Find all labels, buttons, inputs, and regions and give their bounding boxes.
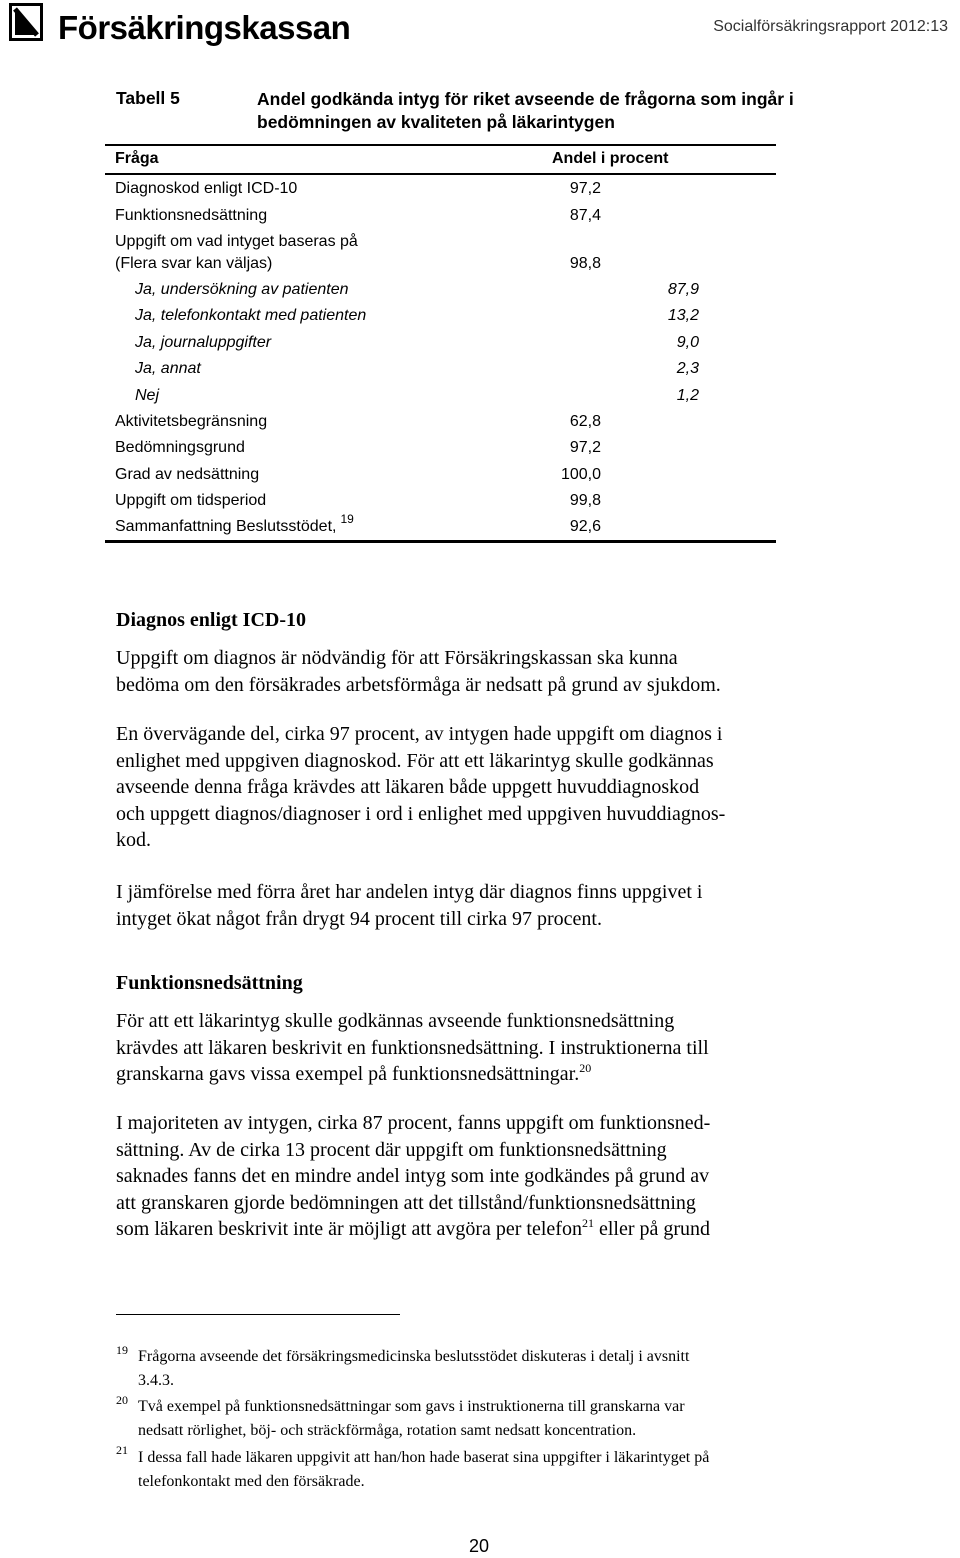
- footnote-line: Frågorna avseende det försäkringsmedicinska beslutsstödet diskuteras i detalj i avsnitt: [138, 1348, 690, 1365]
- paragraph: [116, 1110, 846, 1243]
- table-row-value: 97,2: [569, 439, 601, 456]
- table-row-value: 62,8: [569, 413, 601, 430]
- table-row-label-continued: (Flera svar kan väljas): [115, 255, 273, 272]
- paragraph-line: att granskaren gjorde bedömningen att det tillstånd/funktionsnedsättning: [116, 1191, 696, 1214]
- paragraph-line: enlighet med uppgiven diagnoskod. För att ett läkarintyg skulle godkännas: [116, 749, 714, 772]
- paragraph-line: och uppgett diagnos/diagnoser i ord i enlighet med uppgiven huvuddiagnos-: [116, 802, 726, 825]
- table-row-value: 97,2: [569, 180, 601, 197]
- table-row-value: 100,0: [560, 466, 601, 483]
- table-subrow-label: Ja, annat: [135, 360, 201, 377]
- paragraph-text: som läkaren beskrivit inte är möjligt att avgöra per telefon: [116, 1218, 582, 1241]
- footnote-ref: 20: [579, 1061, 592, 1076]
- table-bottom-rule: [105, 540, 776, 543]
- table-top-rule: [105, 144, 776, 146]
- footnote-number: 20: [116, 1393, 128, 1407]
- table-row-value: 99,8: [569, 492, 601, 509]
- footnote-number: 21: [116, 1443, 128, 1457]
- table-subrow-value: 13,2: [667, 307, 699, 324]
- footnote-line: telefonkontakt med den försäkrade.: [138, 1473, 365, 1490]
- paragraph-line: [116, 1216, 846, 1243]
- paragraph: [116, 721, 846, 854]
- table-row-label: Grad av nedsättning: [115, 466, 260, 483]
- paragraph-line: intyget ökat något från drygt 94 procent till cirka 97 procent.: [116, 907, 602, 930]
- footnote-line: 3.4.3.: [138, 1372, 174, 1389]
- paragraph-line: Uppgift om diagnos är nödvändig för att Försäkringskassan ska kunna: [116, 647, 678, 669]
- page-number: 20: [469, 1536, 490, 1556]
- table-subrow-value: 1,2: [676, 387, 699, 404]
- table-label: Tabell 5: [116, 88, 180, 108]
- table-subrow-value: 87,9: [667, 281, 699, 298]
- footnote-line: Två exempel på funktionsnedsättningar som gavs i instruktionerna till granskarna var: [138, 1398, 685, 1415]
- column-header-share: Andel i procent: [552, 150, 669, 167]
- report-reference: Socialförsäkringsrapport 2012:13: [713, 18, 948, 35]
- table-header-rule: [105, 173, 776, 175]
- table-subrow-label: Nej: [135, 387, 160, 404]
- paragraph-line: sättning. Av de cirka 13 procent där uppgift om funktionsnedsättning: [116, 1138, 667, 1161]
- table-row-label: Aktivitetsbegränsning: [115, 413, 268, 430]
- paragraph: [116, 1008, 846, 1088]
- footnote: [138, 1345, 858, 1393]
- table-row-value: 98,8: [569, 255, 601, 272]
- paragraph: [116, 879, 846, 932]
- table-title: Andel godkända intyg för riket avseende de frågorna som ingår i bedömningen av kvaliteten på läkarintygen: [257, 89, 794, 132]
- column-header-question: Fråga: [115, 150, 159, 167]
- paragraph: [116, 645, 846, 698]
- paragraph-text: granskarna gavs vissa exempel på funktionsnedsättningar.: [116, 1063, 580, 1086]
- footnote-ref: 19: [340, 512, 354, 526]
- table-row-label: Uppgift om vad intyget baseras på: [115, 233, 358, 250]
- table-row-label-text: Sammanfattning Beslutsstödet,: [115, 518, 337, 535]
- paragraph-line: bedöma om den försäkrades arbetsförmåga är nedsatt på grund av sjukdom.: [116, 673, 721, 696]
- table-row-label: Diagnoskod enligt ICD-10: [115, 180, 298, 197]
- paragraph-line: kod.: [116, 829, 151, 852]
- table-subrow-value: 2,3: [676, 360, 699, 377]
- footnote: [138, 1395, 858, 1443]
- footnote-line: I dessa fall hade läkaren uppgivit att han/hon hade baserat sina uppgifter i läkarintyget på: [138, 1449, 710, 1466]
- footnote-line: nedsatt rörlighet, böj- och sträckförmåga, rotation samt nedsatt koncentration.: [138, 1422, 637, 1439]
- footnote-rule: [116, 1314, 400, 1315]
- table-subrow-label: Ja, journaluppgifter: [135, 334, 272, 351]
- paragraph-line: I majoriteten av intygen, cirka 87 procent, fanns uppgift om funktionsned-: [116, 1112, 711, 1134]
- paragraph-line: saknades fanns det en mindre andel intyg som inte godkändes på grund av: [116, 1165, 710, 1188]
- paragraph-line: krävdes att läkaren beskrivit en funktionsnedsättning. I instruktionerna till: [116, 1036, 709, 1059]
- table-subrow-label: Ja, telefonkontakt med patienten: [135, 307, 367, 324]
- footnote-number: 19: [116, 1343, 128, 1357]
- table-row-label: Uppgift om tidsperiod: [115, 492, 267, 509]
- brand-name: Försäkringskassan: [58, 9, 351, 46]
- table-row-label: Funktionsnedsättning: [115, 207, 268, 224]
- forsakringskassan-logo-icon: [9, 3, 43, 41]
- table-row-value: 92,6: [569, 518, 601, 535]
- paragraph-line: En övervägande del, cirka 97 procent, av intygen hade uppgift om diagnos i: [116, 723, 723, 745]
- section-heading: Diagnos enligt ICD-10: [116, 609, 307, 631]
- footnote: [138, 1446, 858, 1494]
- section-heading: Funktionsnedsättning: [116, 972, 303, 994]
- paragraph-text: eller på grund: [593, 1218, 711, 1241]
- footnote-ref: 21: [581, 1216, 594, 1231]
- table-row-label: Bedömningsgrund: [115, 439, 245, 456]
- table-subrow-value: 9,0: [676, 334, 699, 351]
- paragraph-line: [116, 1061, 846, 1088]
- paragraph-line: För att ett läkarintyg skulle godkännas avseende funktionsnedsättning: [116, 1010, 675, 1032]
- table-row-value: 87,4: [569, 207, 601, 224]
- table-subrow-label: Ja, undersökning av patienten: [135, 281, 349, 298]
- paragraph-line: I jämförelse med förra året har andelen intyg där diagnos finns uppgivet i: [116, 881, 703, 903]
- table-row-label: [115, 512, 354, 536]
- paragraph-line: avseende denna fråga krävdes att läkaren både uppgett huvuddiagnoskod: [116, 776, 700, 799]
